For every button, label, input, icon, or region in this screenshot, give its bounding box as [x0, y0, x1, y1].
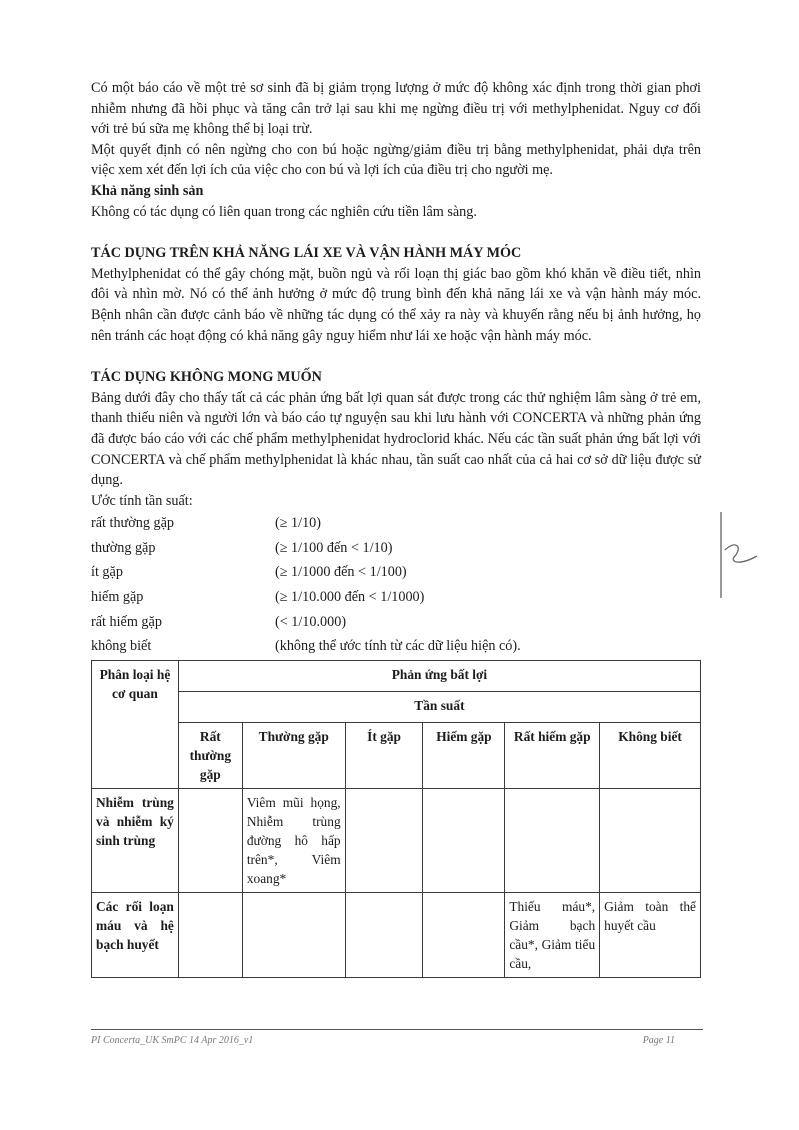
- table-cell: [600, 788, 701, 892]
- freq-header-unknown: Không biết: [600, 722, 701, 788]
- page-number: Page 11: [642, 1035, 675, 1046]
- frequency-list: [91, 511, 701, 659]
- frequency-item: hiếm gặp (≥ 1/10.000 đến < 1/1000): [91, 589, 425, 606]
- handwritten-mark-icon: [713, 510, 763, 600]
- freq-header-uncommon: Ít gặp: [345, 722, 423, 788]
- frequency-intro: Ước tính tần suất:: [91, 492, 193, 509]
- adverse-heading: TÁC DỤNG KHÔNG MONG MUỐN: [91, 369, 322, 386]
- fertility-heading: Khả năng sinh sản: [91, 182, 204, 199]
- table-header-row: [92, 691, 701, 722]
- table-cell: [423, 892, 505, 977]
- adverse-paragraph: Bảng dưới đây cho thấy tất cả các phản ứng bất lợi quan sát được trong các thử nghiệm lâm sàng ở trẻ em, thanh thiếu niên và người lớn và báo cáo tự nguyện sau khi lưu hành với CONCERTA và những phản ứng đã được báo cáo với các chế phẩm methylphenidat hydroclorid khác. Nếu các tần suất phản ứng bất lợi với CONCERTA và chế phẩm methylphenidat là khác nhau, tần suất cao nhất của cả hai cơ sở dữ liệu được sử dụng.: [91, 389, 701, 489]
- table-cell: Viêm mũi họng, Nhiễm trùng đường hô hấp trên*, Viêm xoang*: [242, 788, 345, 892]
- table-row: [92, 892, 701, 977]
- adverse-reactions-table: [91, 660, 701, 978]
- footer-rule: [91, 1029, 703, 1030]
- frequency-item: rất thường gặp (≥ 1/10): [91, 515, 322, 532]
- organ-class-cell: Các rối loạn máu và hệ bạch huyết: [92, 892, 179, 977]
- table-cell: [505, 788, 600, 892]
- frequency-item: rất hiếm gặp (< 1/10.000): [91, 613, 347, 630]
- decision-paragraph: Một quyết định có nên ngừng cho con bú hoặc ngừng/giảm điều trị bằng methylphenidat, phải dựa trên việc xem xét đến lợi ích của việc cho con bú và lợi ích của điều trị cho người mẹ.: [91, 141, 701, 179]
- footer-document-id: PI Concerta_UK SmPC 14 Apr 2016_v1: [91, 1035, 254, 1046]
- organ-class-header: Phân loại hệ cơ quan: [92, 660, 179, 788]
- table-header-row: [92, 660, 701, 691]
- table-cell: [345, 788, 423, 892]
- document-body: [91, 78, 701, 978]
- freq-header-rare: Hiếm gặp: [423, 722, 505, 788]
- fertility-paragraph: Không có tác dụng có liên quan trong các nghiên cứu tiền lâm sàng.: [91, 203, 477, 220]
- table-cell: Giảm toàn thể huyết cầu: [600, 892, 701, 977]
- page-footer: [91, 1029, 703, 1046]
- frequency-item: không biết (không thể ước tính từ các dữ liệu hiện có).: [91, 638, 521, 655]
- table-cell: [178, 892, 242, 977]
- table-cell: [345, 892, 423, 977]
- driving-paragraph: Methylphenidat có thể gây chóng mặt, buồn ngủ và rối loạn thị giác bao gồm khó khăn về điều tiết, nhìn đôi và nhìn mờ. Nó có thể ảnh hưởng ở mức độ trung bình đến khả năng lái xe và vận hành máy móc. Bệnh nhân cần được cảnh báo về những tác dụng có thể xảy ra này và khuyến rằng nếu bị ảnh hưởng, họ nên tránh các hoạt động có khả năng gây nguy hiểm như lái xe hoặc vận hành máy móc.: [91, 265, 701, 344]
- table-cell: [178, 788, 242, 892]
- organ-class-cell: Nhiễm trùng và nhiễm ký sinh trùng: [92, 788, 179, 892]
- table-cell: [242, 892, 345, 977]
- freq-header-common: Thường gặp: [242, 722, 345, 788]
- frequency-item: thường gặp (≥ 1/100 đến < 1/10): [91, 539, 393, 556]
- freq-header-very-rare: Rất hiếm gặp: [505, 722, 600, 788]
- driving-heading: TÁC DỤNG TRÊN KHẢ NĂNG LÁI XE VÀ VẬN HÀNH MÁY MÓC: [91, 245, 522, 262]
- frequency-header: Tần suất: [178, 691, 700, 722]
- frequency-item: ít gặp (≥ 1/1000 đến < 1/100): [91, 564, 407, 581]
- table-header-row: [92, 722, 701, 788]
- table-cell: Thiếu máu*, Giảm bạch cầu*, Giảm tiểu cầu,: [505, 892, 600, 977]
- reactions-header: Phản ứng bất lợi: [178, 660, 700, 691]
- lactation-paragraph: Có một báo cáo về một trẻ sơ sinh đã bị giảm trọng lượng ở mức độ không xác định trong thời gian phơi nhiễm nhưng đã hồi phục và tăng cân trở lại sau khi mẹ ngừng điều trị với methylphenidat. Nguy cơ đối với trẻ bú sữa mẹ không thể bị loại trừ.: [91, 80, 701, 138]
- table-row: [92, 788, 701, 892]
- freq-header-very-common: Rất thường gặp: [178, 722, 242, 788]
- table-cell: [423, 788, 505, 892]
